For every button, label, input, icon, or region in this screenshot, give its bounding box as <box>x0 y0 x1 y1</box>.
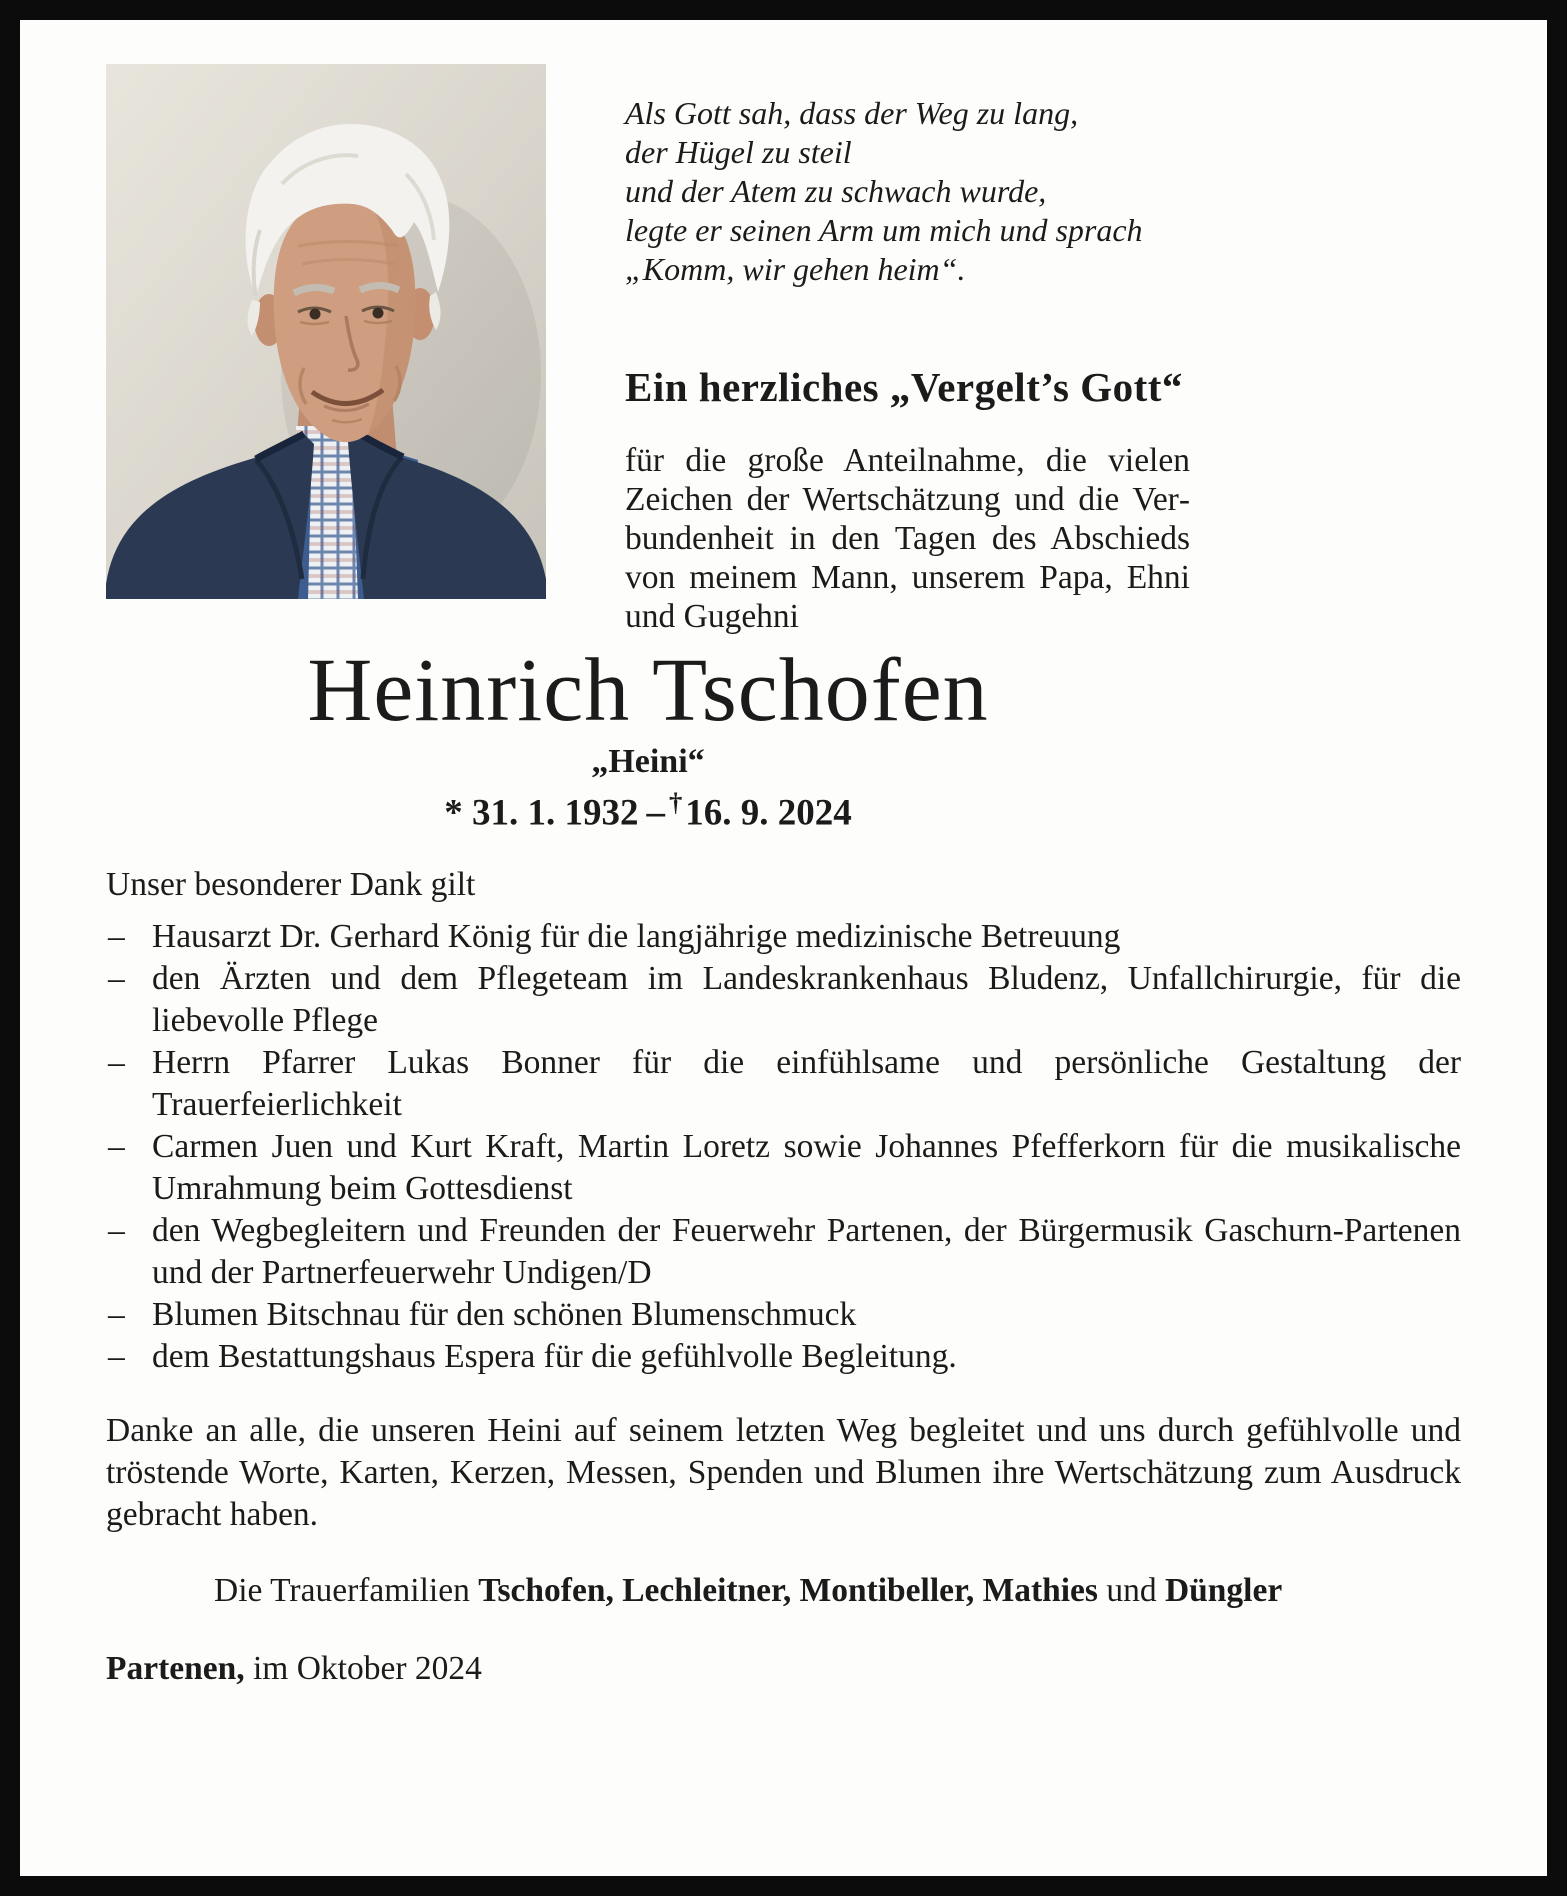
families-conjunction: und <box>1106 1571 1157 1609</box>
poem-line: der Hügel zu steil <box>625 134 852 170</box>
poem-line: Als Gott sah, dass der Weg zu lang, <box>625 95 1079 131</box>
families-line <box>106 1570 1461 1612</box>
death-date: 16. 9. 2024 <box>685 791 852 833</box>
thanks-item: – den Wegbegleitern und Freunden der Feuerwehr Partenen, der Bürgermusik Gaschurn-Partenen und der Partnerfeuerwehr Undigen/D <box>106 1210 1461 1294</box>
thanks-item: – Hausarzt Dr. Gerhard König für die langjährige medizinische Betreuung <box>106 916 1461 958</box>
place-name: Partenen, <box>106 1649 245 1687</box>
closing-paragraph: Danke an alle, die unseren Heini auf seinem letzten Weg begleitet und uns durch gefühlvolle und tröstende Worte, Karten, Kerzen, Messen, Spenden und Blumen ihre Wertschätzung zum Ausdruck gebracht haben. <box>106 1411 1461 1533</box>
poem-line: „Komm, wir gehen heim“. <box>625 251 966 287</box>
thanks-item: – den Ärzten und dem Pflegeteam im Landeskrankenhaus Bludenz, Unfallchirurgie, für die liebevolle Pflege <box>106 958 1461 1042</box>
tribute-column <box>625 64 1190 636</box>
acknowledgement-section <box>106 864 1461 1690</box>
memorial-poem <box>625 94 1190 289</box>
deceased-name: Heinrich Tschofen <box>307 641 989 740</box>
top-area <box>106 64 1190 834</box>
thanks-item: – Carmen Juen und Kurt Kraft, Martin Loretz sowie Johannes Pfefferkorn für die musikalische Umrahmung beim Gottesdienst <box>106 1126 1461 1210</box>
tribute-heading: Ein herzliches „Vergelt’s Gott“ <box>625 364 1183 410</box>
poem-line: und der Atem zu schwach wurde, <box>625 173 1047 209</box>
death-cross-icon: † <box>668 786 683 817</box>
elderly-man-portrait-illustration <box>106 64 546 599</box>
tribute-intro: für die große Anteilnahme, die vielen Zeichen der Wertschätzung und die Verbundenheit in den Tagen des Abschieds von meinem Mann, unserem Papa, Ehni und Gugehni <box>625 442 1190 635</box>
deceased-nickname: „Heini“ <box>591 742 705 780</box>
families-names: Tschofen, Lechleitner, Montibeller, Mathies <box>478 1571 1098 1609</box>
deceased-dates <box>106 787 1190 834</box>
poem-line: legte er seinen Arm um mich und sprach <box>625 212 1143 248</box>
thanks-item: – dem Bestattungshaus Espera für die gefühlvolle Begleitung. <box>106 1336 1461 1378</box>
photo-and-tribute-row <box>106 64 1190 636</box>
thanks-list <box>106 916 1461 1378</box>
dates-separator: – <box>646 791 665 833</box>
deceased-name-block <box>106 641 1190 834</box>
thanks-item: – Herrn Pfarrer Lukas Bonner für die einfühlsame und persönliche Gestaltung der Trauerfeierlichkeit <box>106 1042 1461 1126</box>
families-prefix: Die Trauerfamilien <box>214 1571 470 1609</box>
date-text: im Oktober 2024 <box>253 1649 482 1687</box>
birth-date: * 31. 1. 1932 <box>444 791 639 833</box>
thanks-item: – Blumen Bitschnau für den schönen Blumenschmuck <box>106 1294 1461 1336</box>
families-last: Düngler <box>1164 1571 1283 1609</box>
thanks-title: Unser besonderer Dank gilt <box>106 865 476 903</box>
place-date-line <box>106 1648 1461 1690</box>
portrait-photo <box>106 64 546 599</box>
